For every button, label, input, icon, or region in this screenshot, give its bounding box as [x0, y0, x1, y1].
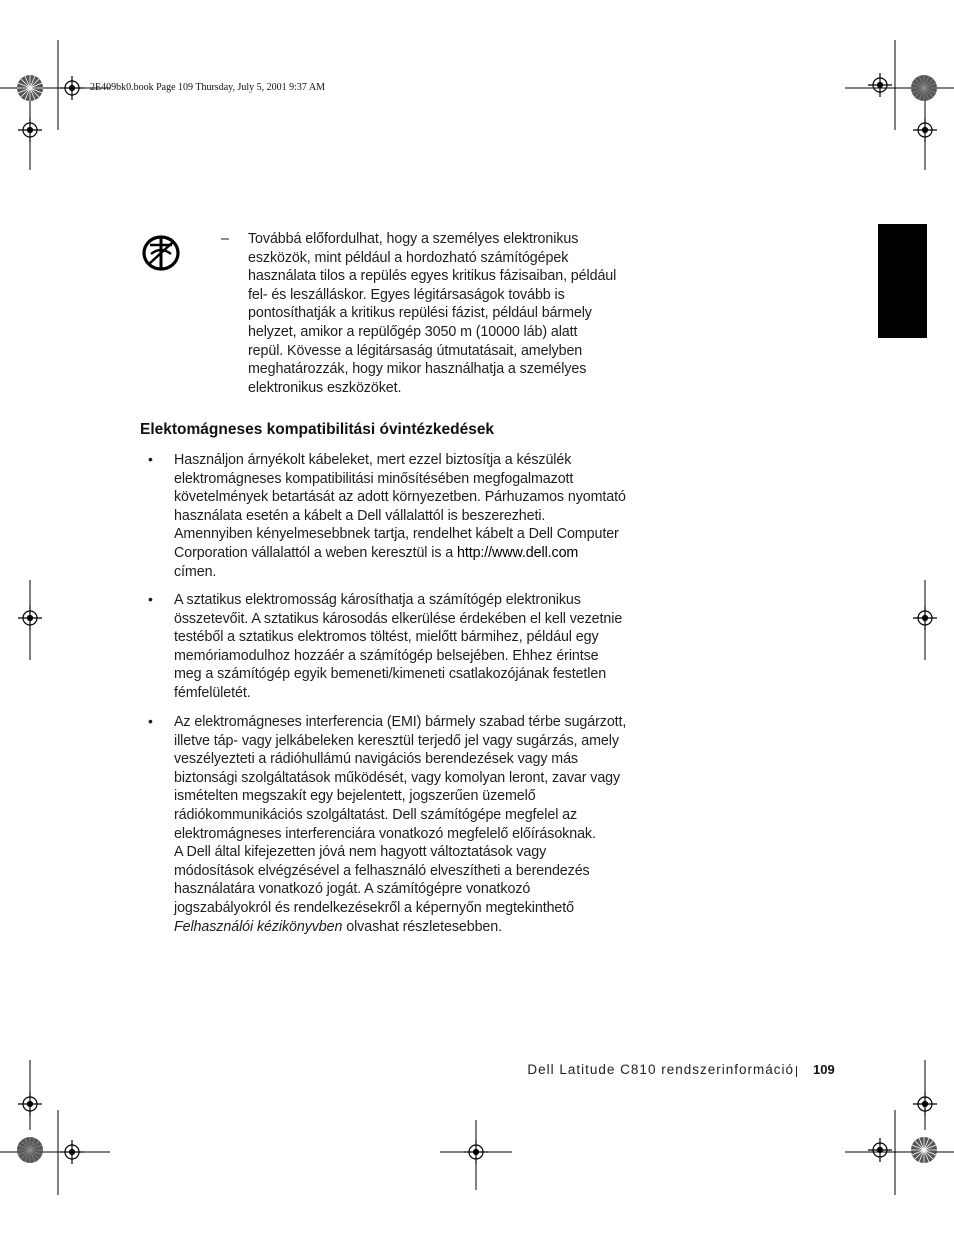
star-target-icon [911, 75, 937, 101]
registration-mark-icon [18, 606, 42, 630]
warning-dash: – [221, 231, 229, 247]
bullet-item [174, 451, 634, 581]
text-line [174, 544, 634, 563]
text-line: módosítások elvégzésével a felhasználó elveszítheti a berendezés [174, 862, 590, 879]
dell-website-link[interactable]: http://www.dell.com [456, 544, 579, 561]
text-line: Az elektromágneses interferencia (EMI) bármely szabad térbe sugárzott, [174, 714, 627, 730]
text-line [174, 918, 634, 937]
text-line: Továbbá előfordulhat, hogy a személyes elektronikus [248, 231, 579, 247]
section-heading: Elektomágneses kompatibilitási óvintézkedések [140, 421, 495, 438]
registration-mark-icon [60, 76, 84, 100]
text-line: elektromágneses kompatibilitási minősítésében megfogalmazott [174, 470, 574, 487]
text-line: A sztatikus elektromosság károsíthatja a számítógép elektronikus [174, 592, 581, 608]
text-line: ismételten megszakít egy bejelentett, jogszerűen üzemelő [174, 788, 536, 805]
text-line: címen. [174, 563, 217, 580]
registration-mark-icon [18, 1092, 42, 1116]
text-line: elektromágneses interferenciára vonatkozó megfelelő előírásoknak. [174, 825, 596, 842]
text-line: veszélyezteti a rádióhullámú navigációs berendezések vagy más [174, 751, 578, 768]
bullet-icon: • [148, 713, 153, 729]
bullet-item [174, 591, 634, 703]
no-electronics-icon [141, 234, 181, 272]
text-line: pontosíthatják a kritikus repülési fázist, például bármely [248, 305, 592, 322]
text-fragment: Corporation vállalattól a weben keresztül is a [174, 544, 457, 561]
text-line: Használjon árnyékolt kábeleket, mert ezzel biztosítja a készülék [174, 452, 572, 468]
text-line: biztonsági szolgáltatások működését, vagy komolyan leront, zavar vagy [174, 769, 621, 786]
text-line: összetevőit. A sztatikus károsodás elkerülése érdekében el kell vezetnie [174, 610, 623, 627]
registration-mark-icon [868, 1138, 892, 1162]
text-line: repül. Kövesse a légitársaság útmutatásait, amelyben [248, 342, 583, 359]
manual-title: Felhasználói kézikönyvben [174, 918, 343, 935]
text-line: testéből a sztatikus elektromos töltést, mielőtt bármihez, például egy [174, 629, 599, 646]
bullet-item [174, 713, 634, 936]
text-line: A Dell által kifejezetten jóvá nem hagyott változtatások vagy [174, 844, 547, 861]
text-line: helyzet, amikor a repülőgép 3050 m (10000 láb) alatt [248, 323, 578, 340]
text-line: meg a számítógép egyik bemeneti/kimeneti csatlakozójának festetlen [174, 666, 607, 683]
text-line: használatára vonatkozó jogát. A számítógépre vonatkozó [174, 881, 531, 898]
registration-mark-icon [60, 1140, 84, 1164]
text-line: eszközök, mint például a hordozható számítógépek [248, 249, 569, 266]
star-target-icon [911, 1137, 937, 1163]
text-line: használata tilos a repülés egyes kritikus fázisaiban, például [248, 268, 617, 285]
text-line: Amennyiben kényelmesebbnek tartja, rendelhet kábelt a Dell Computer [174, 526, 619, 543]
text-line: meghatározzák, hogy mikor használhatja a személyes [248, 361, 587, 378]
text-line: illetve táp- vagy jelkábeleken keresztül terjedő jel vagy sugárzás, amely [174, 732, 619, 749]
registration-mark-icon [18, 118, 42, 142]
page-number: 109 [813, 1062, 835, 1077]
text-line: fémfelületét. [174, 684, 251, 701]
text-line: elektronikus eszközöket. [248, 379, 402, 396]
registration-mark-icon [913, 118, 937, 142]
bullet-icon: • [148, 451, 153, 467]
registration-mark-icon [913, 606, 937, 630]
text-line: jogszabályokról és rendelkezésekről a képernyőn megtekinthető [174, 899, 575, 916]
text-line: memóriamodulhoz hozzáér a számítógép belsejében. Ehhez érintse [174, 647, 599, 664]
footer-divider [796, 1066, 797, 1077]
registration-mark-icon [868, 73, 892, 97]
text-line: fel- és leszálláskor. Egyes légitársaságok tovább is [248, 286, 565, 303]
text-line: használata esetén a kábelt a Dell vállalattól is beszerezheti. [174, 507, 546, 524]
star-target-icon [17, 1137, 43, 1163]
warning-text [248, 230, 628, 397]
registration-mark-icon [464, 1140, 488, 1164]
registration-mark-icon [913, 1092, 937, 1116]
section-thumb-tab [878, 224, 927, 338]
text-fragment: olvashat részletesebben. [342, 918, 503, 935]
bullet-icon: • [148, 591, 153, 607]
file-info-header: 2E409bk0.book Page 109 Thursday, July 5, 2001 9:37 AM [90, 82, 325, 93]
footer-title: Dell Latitude C810 rendszerinformáció [527, 1062, 794, 1077]
star-target-icon [17, 75, 43, 101]
text-line: rádiókommunikációs szolgáltatást. Dell számítógépe megfelel az [174, 806, 578, 823]
text-line: követelmények betartását az adott környezetben. Párhuzamos nyomtató [174, 489, 626, 506]
